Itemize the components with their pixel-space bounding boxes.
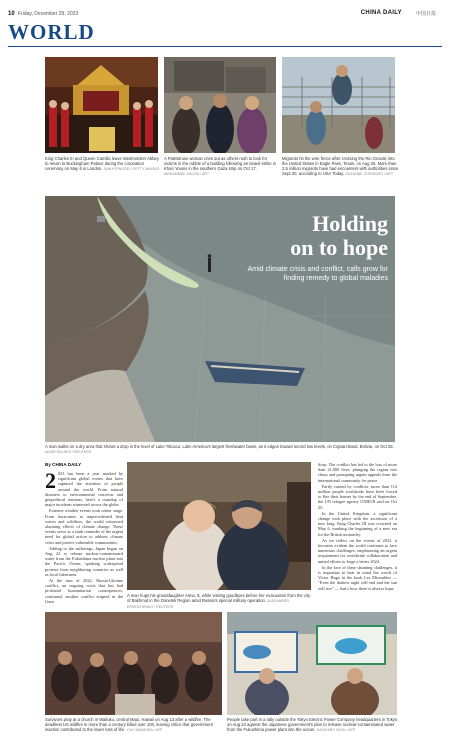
photo-credit: ALEXANDER ERMOCHENKO / REUTERS	[127, 599, 290, 610]
coronation-photo	[45, 57, 158, 153]
headline-line-2: on to hope	[290, 235, 388, 260]
article-column-1	[45, 471, 123, 611]
article-paragraph: In the United Kingdom, a significant change took place with the ascension of a new king. King Charles III was crowned on May 6, marking the beginning of a new era for the British monarchy.	[318, 510, 397, 537]
coronation-caption: King Charles III and Queen Camilla leave Westminster Abbey to return to Buckingham Palace during the coronation ceremony on May 6 in London. DAN KITWOOD / GETTY IMAGES	[45, 156, 160, 172]
section-rule	[8, 46, 442, 47]
article-paragraph: Extreme weather events took center stage. From hurricanes to unprecedented heat waves and wildfires, the world witnessed alarming effects of climate change. These events serve as a stark reminder of the urgent need for global action to address climate crisis and protect vulnerable communities.	[45, 508, 123, 545]
bakhmut-caption: A man hugs his granddaughter Arina, 8, while visiting goodbyes before her evacuation from the city of Bakhmut in the Donetsk Region amid Russia's special military operation. ALEXANDER ERMOCHENKO / REUTERS	[127, 593, 311, 610]
photo-credit: KAZUHIRO NOGI / AFP	[316, 728, 356, 733]
feature-headline	[240, 212, 388, 260]
photo-credit: YUKI IWAMURA / AFP	[126, 728, 163, 733]
photo-credit: SUZANNE CORDEIRO / AFP	[345, 172, 393, 177]
article-paragraph: At the turn of 2022, Russia-Ukraine conflict, an ongoing crisis that has had profound humanitarian consequences, continued, another conflict erupted in the Gaza	[45, 578, 123, 604]
photo-credit: DAN KITWOOD / GETTY IMAGES	[103, 167, 160, 172]
tokyo-caption: People take part in a rally outside the Tokyo Electric Power Company headquarters in Tokyo on Aug 24 against the Japanese government's plan to release nuclear-contaminated water from the Fukushima power plant into the ocean. KAZUHIRO NOGI / AFP	[227, 717, 398, 733]
article-paragraph: Strip. The conflict has led to the loss of more than 21,000 lives, plunging the region into chaos and prompting urgent appeals from the international community for peace.	[318, 462, 397, 483]
drop-cap: 2	[45, 471, 56, 493]
article-paragraph: In the face of these daunting challenges, it is important to bear in mind the words of Victor Hugo in the book Les Miserables — "Even the darkest night will end and the sun will rise" — that's how there is always hope.	[318, 564, 397, 591]
photo-credit: MOHAMMED SALEM / AFP	[164, 172, 209, 177]
page-number: 10	[8, 11, 15, 17]
article-paragraph: Partly caused by conflicts, more than 114 million people worldwide have been forced to flee their homes by the end of September, the UN refugee agency UNHCR said on Oct 25.	[318, 483, 397, 510]
brand-name-chinese: 中国日报	[415, 11, 436, 17]
brand-name: CHINA DAILY	[360, 10, 402, 16]
feature-subhead: Amid climate crisis and conflict, calls grow for finding remedy to global maladies	[247, 266, 388, 282]
bakhmut-photo	[127, 462, 311, 590]
tokyo-rally-photo	[227, 612, 397, 715]
maui-church-photo	[45, 612, 222, 715]
feature-caption: A man walks on a dry area that shows a drop in the level of Lake Titicaca, Latin America's largest freshwater basin, as it edges toward record low levels, on Cojata Island, Bolivia, on Oct 25. AIZAR RALDES / REUTERS	[45, 444, 394, 455]
masthead	[8, 8, 442, 20]
gaza-caption: A Palestinian woman cries out as others rush to look for victims in the rubble of a building following an Israeli strike in Khan Younis in the southern Gaza strip on Oct 17. MOHAMMED SALEM / AFP	[164, 156, 276, 177]
issue-date: Friday, December 29, 2023	[18, 11, 79, 17]
border-caption: Migrants hit the wire fence after crossing the Rio Grande into the United States in Eagle Pass, Texas, on Aug 25. More than 2.5 million migrants have had encounters with authorities since Sept 30, according to USA Today. SUZANNE CORDEIRO / AFP	[282, 156, 399, 177]
photo-credit: AIZAR RALDES / REUTERS	[45, 450, 92, 455]
headline-line-1: Holding	[312, 211, 388, 236]
border-photo	[282, 57, 395, 153]
article-paragraph: 023 has been a year marked by significant global events that have captured the attention of people around the world. From natural disasters to environmental concerns and geopolitical tensions, here's a roundup of major incidents witnessed across the globe.	[45, 471, 123, 508]
article-paragraph: As we reflect on the events of 2023, it becomes evident the world continues to face numerous challenges, emphasizing an urgent requirement for worldwide collaboration and united efforts to forge a better 2024.	[318, 537, 397, 564]
maui-caption: Survivors pray at a church in Wailuku, central Maui, Hawaii on Aug 13 after a wildfire. The deadliest US wildfire in more than a century killed over 100, leaving critics that government inaction contributed to the lower loss of life. YUKI IWAMURA / AFP	[45, 717, 213, 733]
gaza-photo	[164, 57, 276, 153]
section-title: WORLD	[8, 20, 95, 44]
article-paragraph: Adding to the sufferings, Japan began on Aug 24 to release nuclear-contaminated water from the Fukushima nuclear plant into the Pacific Ocean, sparking widespread protests from neighboring countries as well as local fishermen.	[45, 545, 123, 577]
article-column-3	[318, 462, 397, 602]
article-byline: By CHINA DAILY	[45, 462, 82, 467]
